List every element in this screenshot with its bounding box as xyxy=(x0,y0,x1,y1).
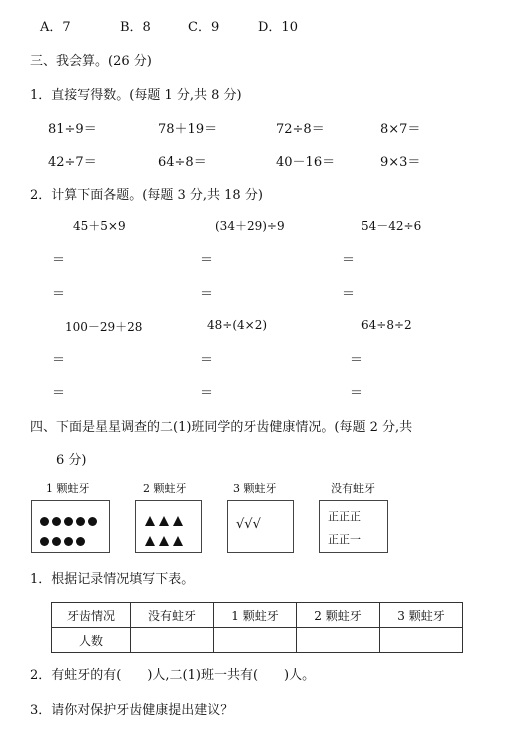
table-header-cell: 牙齿情况 xyxy=(52,603,131,628)
table-row xyxy=(52,628,463,653)
triangle-icon xyxy=(145,536,155,546)
equals-sign: ＝ xyxy=(52,253,66,268)
triangle-icon xyxy=(145,516,155,526)
equals-sign: ＝ xyxy=(350,386,364,401)
q1-title: 1．直接写得数。(每题 1 分,共 8 分) xyxy=(30,88,242,103)
equals-sign: ＝ xyxy=(342,287,356,302)
triangle-row xyxy=(145,511,187,530)
triangle-icon xyxy=(159,516,169,526)
category-label: 3 颗蛀牙 xyxy=(233,482,277,495)
mental-math-item: 8×7＝ xyxy=(380,122,421,137)
s4-q2: 2．有蛀牙的有( )人,二(1)班一共有( )人。 xyxy=(30,668,316,683)
triangle-icon xyxy=(173,536,183,546)
calc-problem: 54－42÷6 xyxy=(361,219,422,233)
dot-icon xyxy=(40,537,49,546)
mental-math-item: 42÷7＝ xyxy=(48,155,97,170)
option-a: A．7 xyxy=(40,20,71,35)
dot-row xyxy=(40,511,100,530)
answer-cell[interactable] xyxy=(297,628,380,653)
answer-cell[interactable] xyxy=(380,628,463,653)
dot-row xyxy=(40,531,88,550)
mental-math-item: 64÷8＝ xyxy=(158,155,207,170)
option-d: D．10 xyxy=(258,20,298,35)
record-box-checks xyxy=(227,500,294,553)
calc-problem: 64÷8÷2 xyxy=(361,318,412,332)
calc-problem: 48÷(4×2) xyxy=(207,318,268,332)
check-marks: √√√ xyxy=(236,517,261,532)
dot-icon xyxy=(40,517,49,526)
equals-sign: ＝ xyxy=(200,353,214,368)
dot-icon xyxy=(76,517,85,526)
section4-title-cont: 6 分) xyxy=(56,453,87,468)
option-c: C．9 xyxy=(188,20,220,35)
mental-math-item: 78＋19＝ xyxy=(158,122,218,137)
table-row-label: 人数 xyxy=(52,628,131,653)
equals-sign: ＝ xyxy=(52,353,66,368)
equals-sign: ＝ xyxy=(200,253,214,268)
record-box-triangles xyxy=(135,500,202,553)
mental-math-item: 9×3＝ xyxy=(380,155,421,170)
triangle-icon xyxy=(173,516,183,526)
equals-sign: ＝ xyxy=(200,386,214,401)
section4-title: 四、下面是星星调查的二(1)班同学的牙齿健康情况。(每题 2 分,共 xyxy=(30,420,413,435)
dot-icon xyxy=(52,517,61,526)
table-header-cell: 没有蛀牙 xyxy=(131,603,214,628)
record-box-dots xyxy=(31,500,110,553)
q2-title: 2．计算下面各题。(每题 3 分,共 18 分) xyxy=(30,188,263,203)
s4-q3: 3．请你对保护牙齿健康提出建议？ xyxy=(30,703,234,718)
tally-marks: 正正一 xyxy=(328,533,361,546)
answer-cell[interactable] xyxy=(214,628,297,653)
equals-sign: ＝ xyxy=(52,287,66,302)
equals-sign: ＝ xyxy=(200,287,214,302)
table-header-row xyxy=(52,603,463,628)
triangle-row xyxy=(145,531,187,550)
section3-title: 三、我会算。(26 分) xyxy=(30,54,152,69)
mental-math-item: 81÷9＝ xyxy=(48,122,97,137)
calc-problem: (34＋29)÷9 xyxy=(215,219,285,233)
table-header-cell: 2 颗蛀牙 xyxy=(297,603,380,628)
dot-icon xyxy=(52,537,61,546)
category-label: 1 颗蛀牙 xyxy=(46,482,90,495)
mental-math-item: 40－16＝ xyxy=(276,155,336,170)
triangle-icon xyxy=(159,536,169,546)
record-box-tally xyxy=(319,500,388,553)
category-label: 没有蛀牙 xyxy=(331,482,375,495)
tally-marks: 正正正 xyxy=(328,510,361,523)
answer-cell[interactable] xyxy=(131,628,214,653)
dot-icon xyxy=(76,537,85,546)
dot-icon xyxy=(88,517,97,526)
mental-math-item: 72÷8＝ xyxy=(276,122,325,137)
equals-sign: ＝ xyxy=(350,353,364,368)
calc-problem: 45＋5×9 xyxy=(73,219,126,233)
table-header-cell: 1 颗蛀牙 xyxy=(214,603,297,628)
equals-sign: ＝ xyxy=(52,386,66,401)
equals-sign: ＝ xyxy=(342,253,356,268)
record-table xyxy=(51,602,463,653)
option-b: B．8 xyxy=(120,20,151,35)
category-label: 2 颗蛀牙 xyxy=(143,482,187,495)
calc-problem: 100－29＋28 xyxy=(65,320,143,334)
dot-icon xyxy=(64,517,73,526)
dot-icon xyxy=(64,537,73,546)
s4-q1: 1．根据记录情况填写下表。 xyxy=(30,572,195,587)
table-header-cell: 3 颗蛀牙 xyxy=(380,603,463,628)
